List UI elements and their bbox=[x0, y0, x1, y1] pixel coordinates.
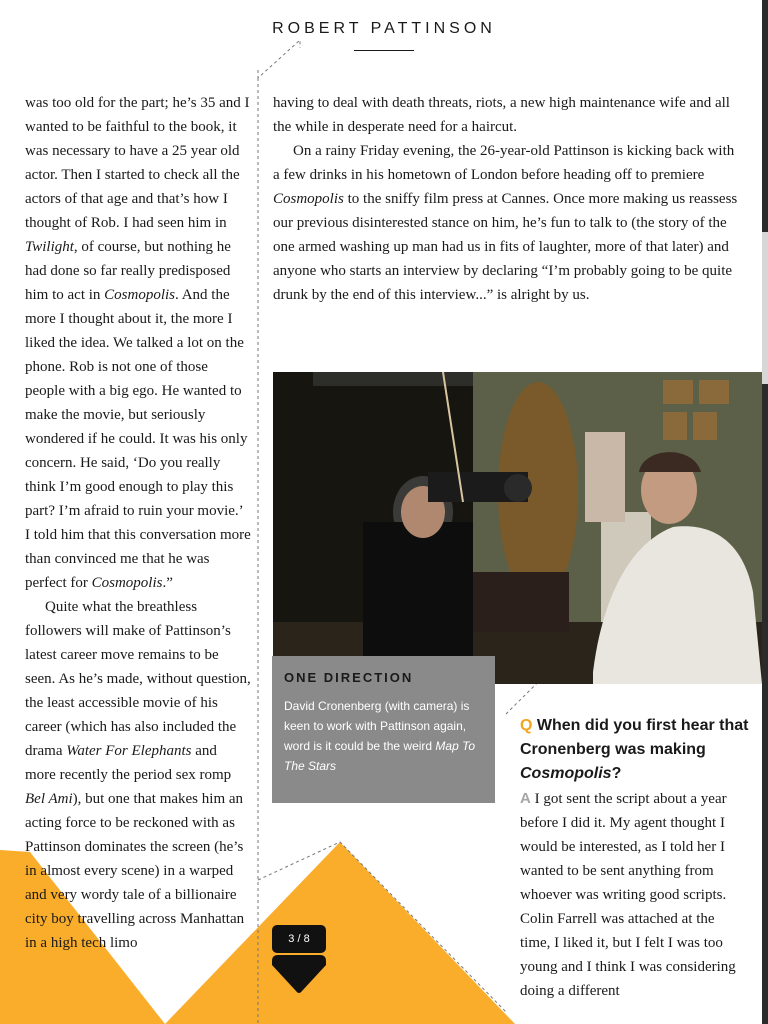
right-column-answer bbox=[520, 787, 746, 1003]
top-paragraph-1: having to deal with death threats, riots, a new high maintenance wife and all the while in desperate need for a haircut. bbox=[273, 95, 730, 135]
page-indicator: 3 / 8 bbox=[272, 925, 326, 953]
answer-marker: A bbox=[520, 790, 531, 807]
film-set-illustration bbox=[273, 372, 762, 684]
photo-caption-box bbox=[272, 656, 495, 803]
left-paragraph-1: was too old for the part; he’s 35 and I wanted to be faithful to the book, it was necessary to have a 25 year old actor. Then I started to check all the actors of that age and that’s how I thought of Rob. I had seen him in Twilight, of course, but nothing he had done so far really predisposed him to act in Cosmopolis. And the more I thought about it, the more I liked the idea. We talked a lot on the phone. Rob is not one of those people with a big ego. He wanted to make the movie, but seriously wondered if he could. It was his only concern. He said, ‘Do you really think I’m good enough to play this part? I’m afraid to ruin your movie.’ I told him that this conversation more than convinced me that he was perfect for Cosmopolis.” bbox=[25, 95, 251, 591]
top-column-text bbox=[273, 91, 743, 307]
left-column-text bbox=[25, 91, 251, 955]
scrollbar-thumb[interactable] bbox=[762, 232, 768, 384]
film-set-photo bbox=[273, 372, 762, 684]
top-paragraph-2: On a rainy Friday evening, the 26-year-old Pattinson is kicking back with a few drinks in his hometown of London before heading off to premiere Cosmopolis to the sniffy film press at Cannes. Once more making us reassess our previous disinterested stance on him, he’s fun to talk to (the story of the one armed washing up man had us in fits of laughter, more of that later) and anyone who starts an interview by declaring “I’m probably going to be quite drunk by the end of this interview...” is alright by us. bbox=[273, 143, 738, 303]
caption-text: David Cronenberg (with camera) is keen to work with Pattinson again, word is it could be the weird Map To The Stars bbox=[284, 699, 475, 773]
page-header-title: ROBERT PATTINSON bbox=[272, 20, 496, 37]
right-page-edge bbox=[762, 0, 768, 1024]
dashed-guide-top bbox=[258, 40, 300, 78]
answer-paragraph: A I got sent the script about a year before I did it. My agent thought I would be interested, as I told her I wanted to be sent anything from whoever was writing good scripts. Colin Farrell was attached at the time, I liked it, but I felt I was too young and I think I was considering doing a different bbox=[520, 790, 736, 999]
interview-question: Q When did you first hear that Cronenberg was making Cosmopolis? bbox=[520, 717, 749, 782]
next-page-arrow-icon[interactable] bbox=[272, 955, 326, 997]
question-marker: Q bbox=[520, 717, 533, 734]
caption-title: ONE DIRECTION bbox=[284, 670, 414, 685]
left-paragraph-2: Quite what the breathless followers will make of Pattinson’s latest career move remains to be seen. As he’s made, without question, the least accessible movie of his career (which has also included the drama Water For Elephants and more recently the period sex romp Bel Ami), but one that makes him an acting force to be reckoned with as Pattinson dominates the screen (he’s in almost every scene) in a warped and very wordy tale of a billionaire city boy travelling across Manhattan in a high tech limo bbox=[25, 599, 251, 951]
